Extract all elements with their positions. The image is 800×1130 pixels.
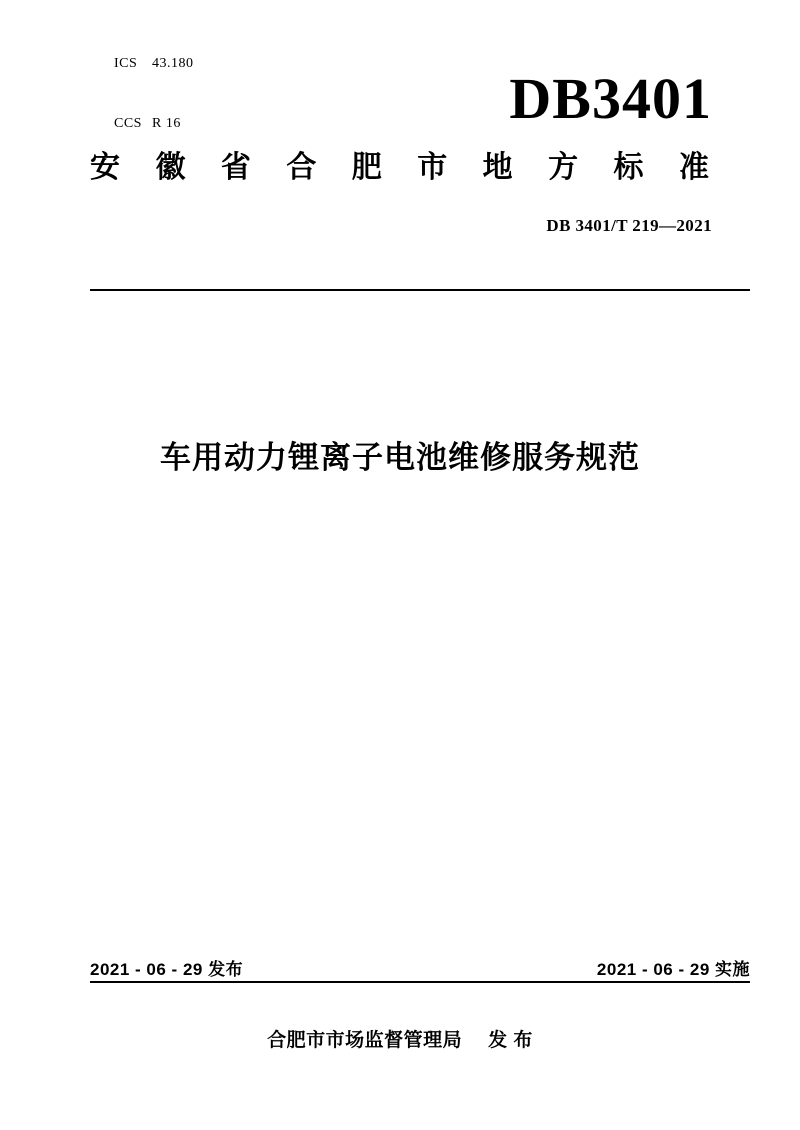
footer-divider [90,981,750,983]
issue-date: 2021 - 06 - 29 发布 [90,960,244,979]
org-char-0: 安 [90,151,121,184]
issuing-organization-line [90,148,710,188]
publisher-line [0,1025,800,1052]
org-char-2: 省 [220,151,252,184]
org-char-9: 准 [678,151,710,184]
org-char-5: 市 [417,151,449,184]
publisher-suffix: 发 布 [488,1030,533,1051]
ccs-value: R 16 [152,116,181,131]
classification-block [90,34,194,154]
org-char-1: 徽 [155,151,187,184]
page-title: 车用动力锂离子电池维修服务规范 [160,440,640,475]
standard-number: DB 3401/T 219—2021 [546,216,712,235]
org-char-6: 地 [482,151,514,184]
ccs-row [90,94,194,154]
standard-mark: DB3401 [509,66,712,131]
header-divider [90,289,750,291]
implement-date: 2021 - 06 - 29 实施 [596,960,750,979]
ics-value: 43.180 [152,56,194,71]
org-char-3: 合 [286,151,318,184]
ics-row [90,34,194,94]
date-row [90,955,750,980]
publisher-name: 合肥市市场监督管理局 [267,1030,463,1051]
org-char-8: 标 [613,151,645,184]
org-char-7: 方 [548,151,580,184]
org-char-4: 肥 [351,151,383,184]
ccs-label: CCS [114,116,142,131]
ics-label: ICS [114,56,138,71]
